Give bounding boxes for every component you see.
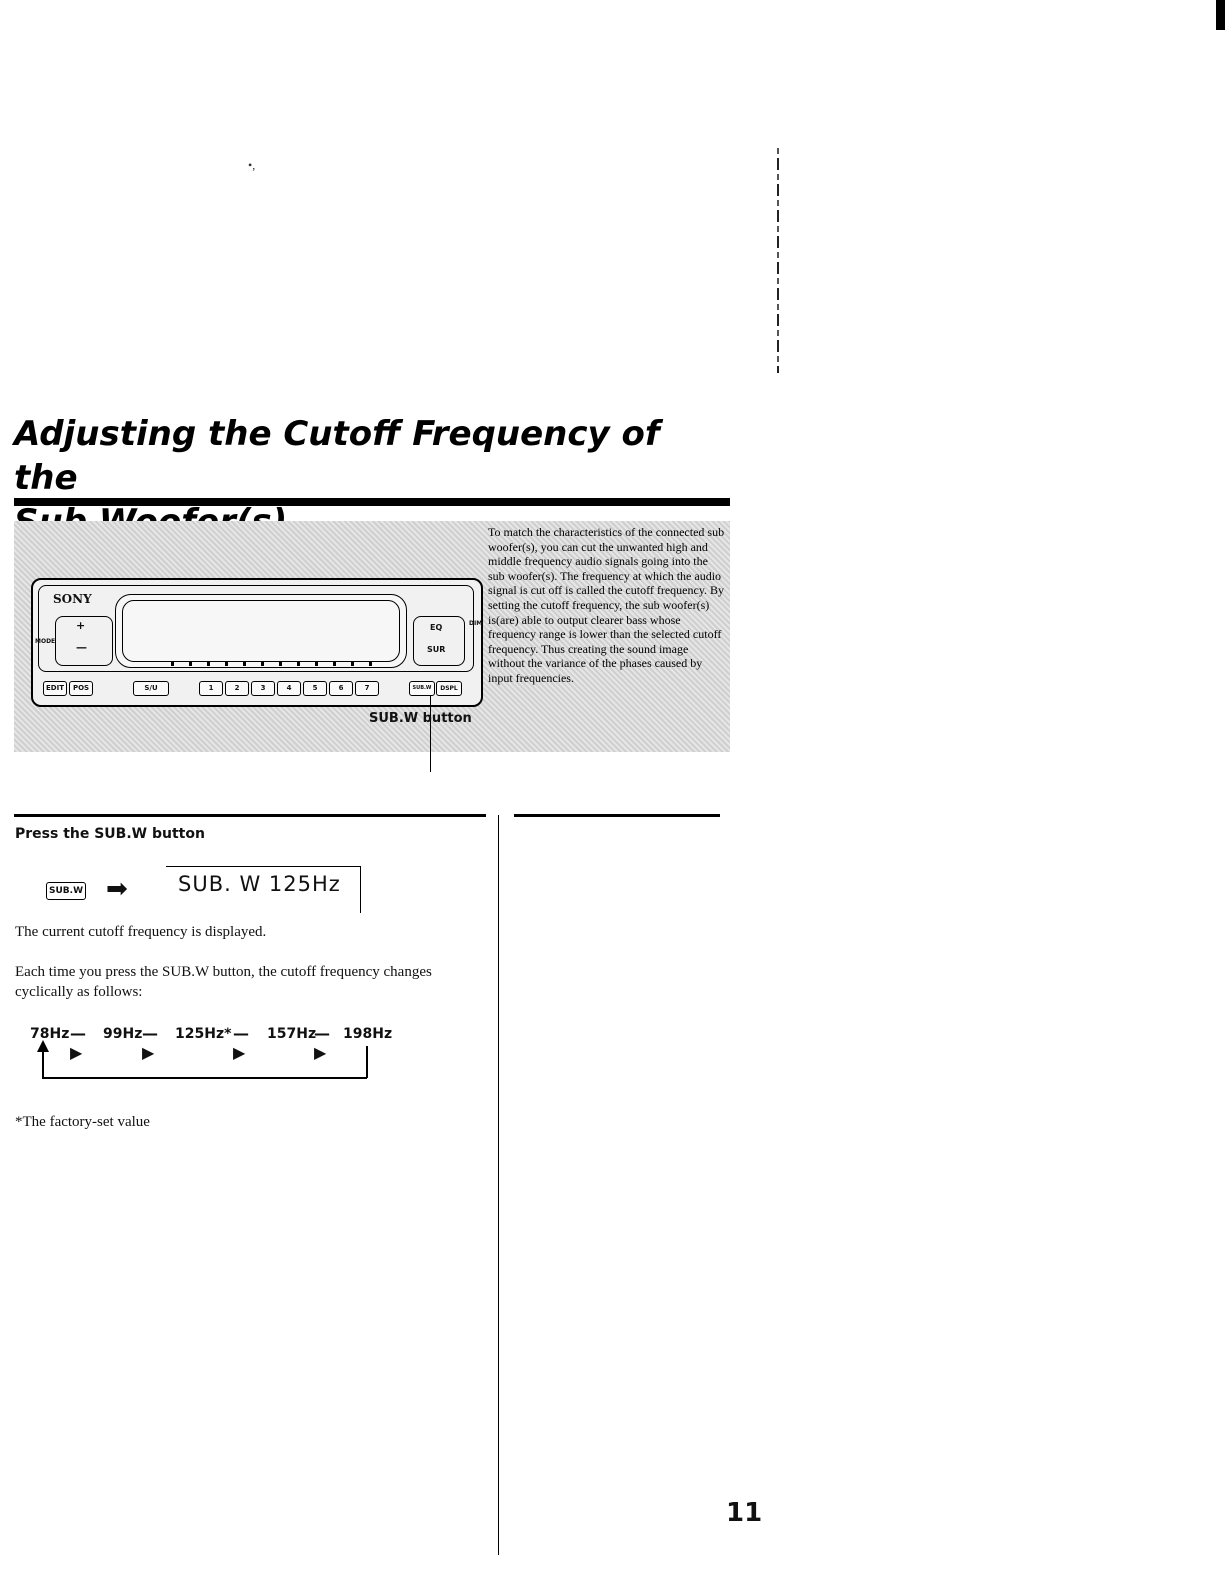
left-column-rule: [14, 814, 486, 817]
loop-line-right: [366, 1046, 368, 1078]
cycle-value-2: 99Hz: [103, 1026, 143, 1042]
unit-illustration: [14, 521, 730, 752]
loop-line-bottom: [42, 1077, 367, 1079]
key-7: 7: [355, 681, 379, 696]
subw-button-icon: SUB.W: [46, 882, 86, 900]
cycle-description: Each time you press the SUB.W button, the cutoff frequency changes cyclically as follows:: [15, 964, 432, 1000]
key-5: 5: [303, 681, 327, 696]
right-column-rule: [514, 814, 720, 817]
eq-frequency-ticks: [171, 662, 381, 666]
cycle-value-5: 198Hz: [343, 1026, 393, 1042]
brand-logo: SONY: [53, 592, 92, 606]
cycle-value-1: 78Hz: [30, 1026, 70, 1042]
minus-label: —: [76, 641, 87, 654]
lcd-window: [115, 594, 407, 668]
page-number: 11: [726, 1498, 763, 1528]
section-title-line-1: Adjusting the Cutoff Frequency of the: [14, 414, 660, 498]
sur-label: SUR: [427, 645, 446, 654]
key-3: 3: [251, 681, 275, 696]
step-heading: Press the SUB.W button: [15, 826, 205, 842]
cycle-arrow-icon: —▶: [70, 1024, 86, 1062]
intro-paragraph: To match the characteristics of the connected sub woofer(s), you can cut the unwanted high and middle frequency audio signals going into the sub woofer(s). The frequency at which the audio signal is cut off is called the cutoff frequency. By setting the cutoff frequency, the sub woofer(s) is(are) able to output clearer bass whose frequency range is lower than the selected cutoff frequency. Thus creating the sound image without the variance of the phases caused by input frequencies.: [488, 525, 725, 685]
display-readout: SUB. W 125Hz: [178, 872, 341, 896]
eq-label: EQ: [430, 623, 443, 632]
scan-artifact-line: [777, 148, 779, 373]
column-divider: [498, 815, 499, 1555]
cycle-arrow-icon: —▶: [142, 1024, 158, 1062]
key-1: 1: [199, 681, 223, 696]
title-rule: [14, 498, 730, 506]
key-2: 2: [225, 681, 249, 696]
mode-label: MODE: [35, 638, 56, 645]
cycle-arrow-icon: —▶: [233, 1024, 249, 1062]
key-dspl: DSPL: [436, 681, 462, 696]
car-stereo-faceplate: [31, 578, 483, 707]
current-frequency-note: The current cutoff frequency is displayed.: [15, 924, 267, 940]
eq-sur-rocker: [413, 616, 465, 666]
lcd-inner-frame: [122, 600, 400, 662]
key-6: 6: [329, 681, 353, 696]
volume-rocker: [55, 616, 113, 666]
subw-callout-label: SUB.W button: [369, 711, 472, 726]
key-pos: POS: [69, 681, 93, 696]
key-edit: EDIT: [43, 681, 67, 696]
cycle-value-4: 157Hz: [267, 1026, 317, 1042]
dim-label: DIM: [469, 620, 483, 627]
plus-label: +: [76, 619, 86, 632]
right-arrow-icon: ➡: [106, 874, 128, 904]
key-4: 4: [277, 681, 301, 696]
loop-arrowhead-icon: [37, 1040, 49, 1052]
registration-mark: [1216, 0, 1225, 30]
key-su: S/U: [133, 681, 169, 696]
footnote: *The factory-set value: [15, 1114, 150, 1130]
scan-speck: •,: [248, 158, 256, 172]
key-subw: SUB.W: [409, 681, 435, 696]
callout-leader: [430, 696, 431, 772]
cycle-value-3: 125Hz*: [175, 1026, 232, 1042]
cycle-arrow-icon: —▶: [314, 1024, 330, 1062]
